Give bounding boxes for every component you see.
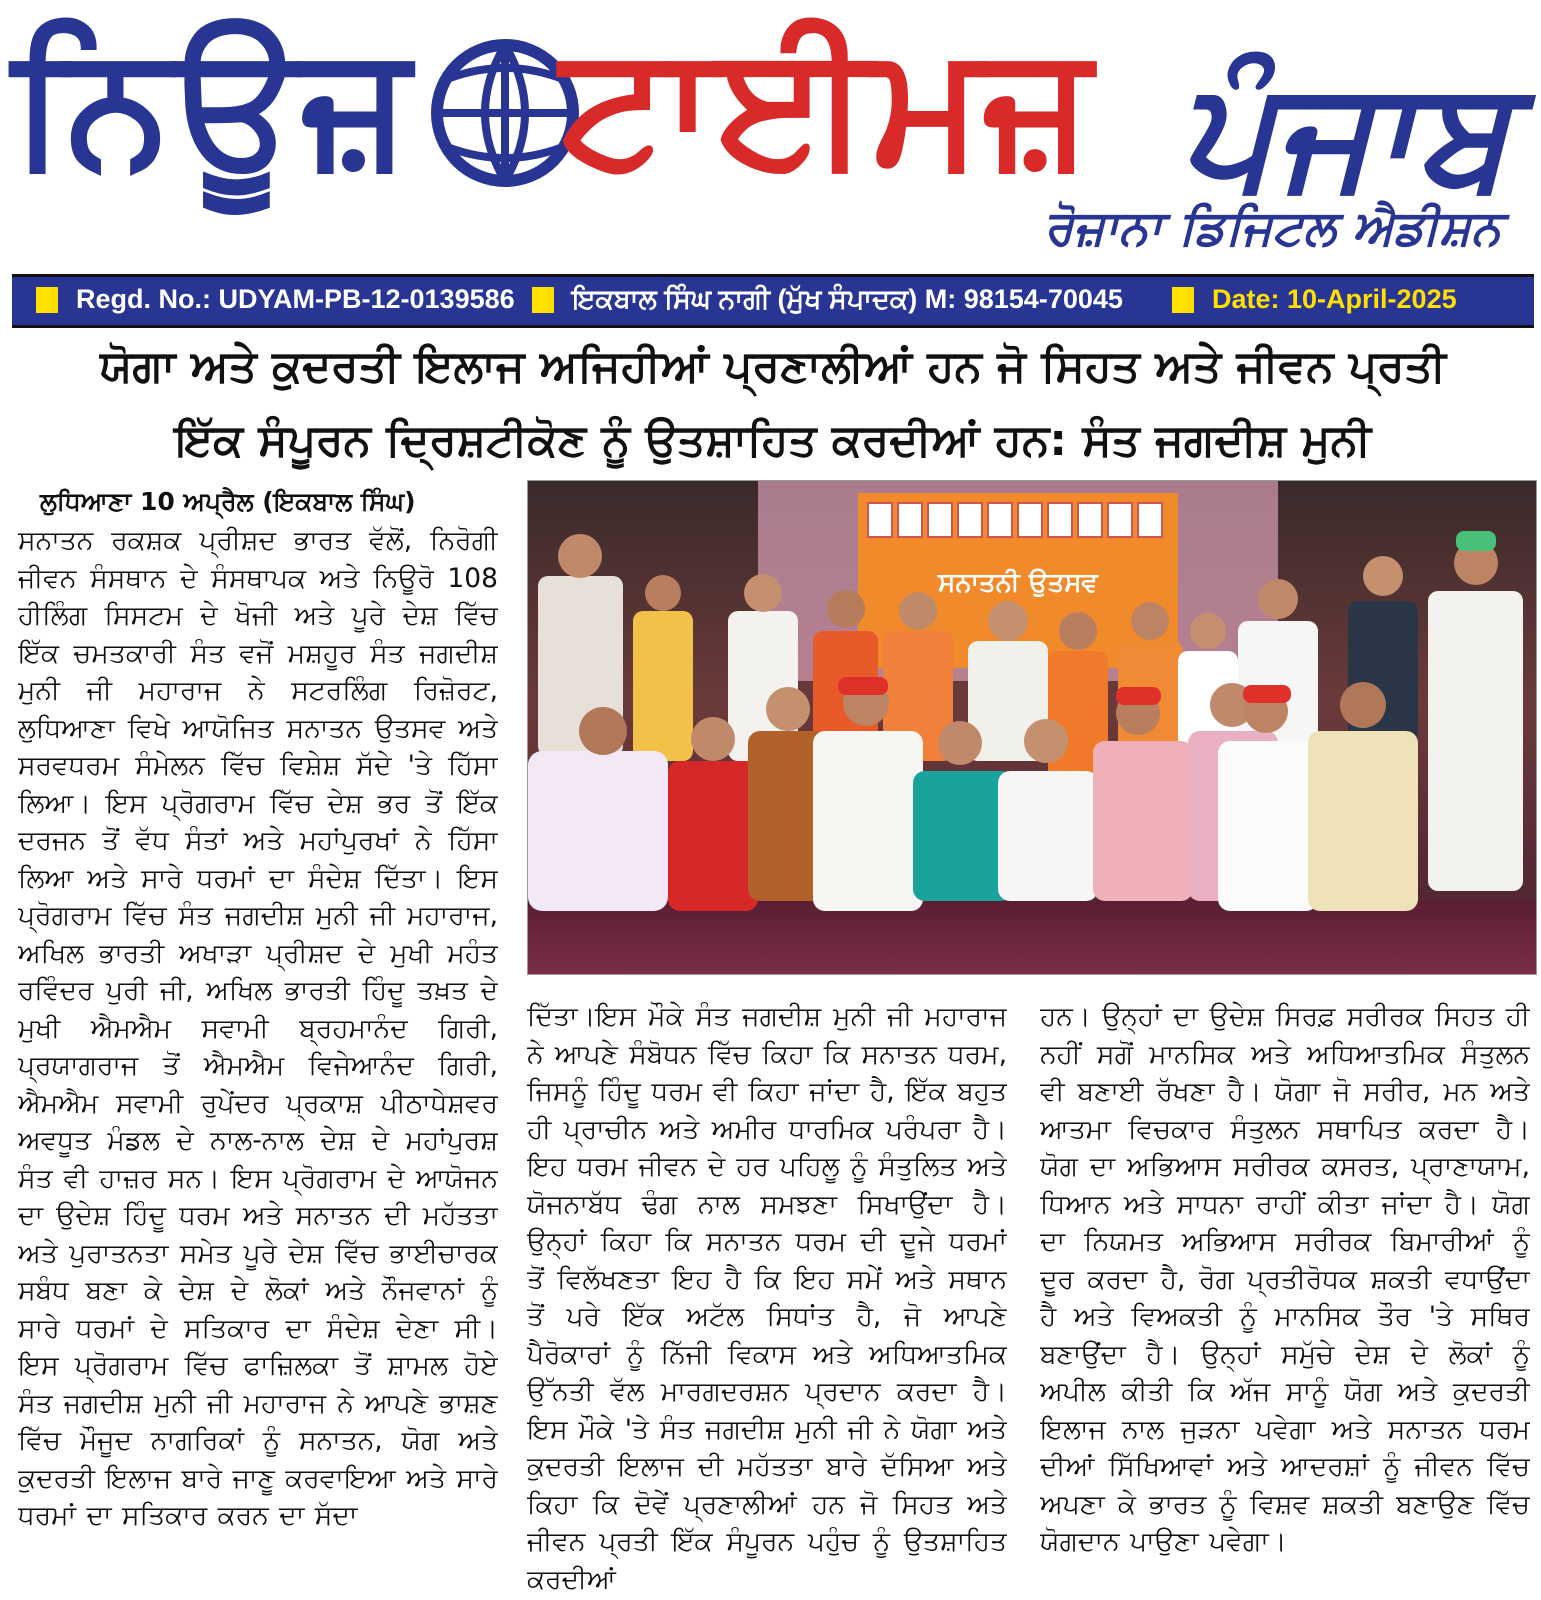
article-column-2: ਦਿੱਤਾ।ਇਸ ਮੌਕੇ ਸੰਤ ਜਗਦੀਸ਼ ਮੁਨੀ ਜੀ ਮਹਾਰਾਜ ਨੇ ਆਪਣੇ ਸੰਬੋਧਨ ਵਿੱਚ ਕਿਹਾ ਕਿ ਸਨਾਤਨ ਧਰਮ, ਜਿਸਨੂੰ ਹਿੰਦੂ ਧਰਮ ਵੀ ਕਿਹਾ ਜਾਂਦਾ ਹੈ, ਇੱਕ ਬਹੁਤ ਹੀ ਪ੍ਰਾਚੀਨ ਅਤੇ ਅਮੀਰ ਧਾਰਮਿਕ ਪਰੰਪਰਾ ਹੈ। ਇਹ ਧਰਮ ਜੀਵਨ ਦੇ ਹਰ ਪਹਿਲੂ ਨੂੰ ਸੰਤੁਲਿਤ ਅਤੇ ਯੋਜਨਾਬੱਧ ਢੰਗ ਨਾਲ ਸਮਝਣਾ ਸਿਖਾਉਂਦਾ ਹੈ। ਉਨ੍ਹਾਂ ਕਿਹਾ ਕਿ ਸਨਾਤਨ ਧਰਮ ਦੀ ਦੂਜੇ ਧਰਮਾਂ ਤੋਂ ਵਿਲੱਖਣਤਾ ਇਹ ਹੈ ਕਿ ਇਹ ਸਮੇਂ ਅਤੇ ਸਥਾਨ ਤੋਂ ਪਰੇ ਇੱਕ ਅਟੱਲ ਸਿਧਾਂਤ ਹੈ, ਜੋ ਆਪਣੇ ਪੈਰੋਕਾਰਾਂ ਨੂੰ ਨਿੱਜੀ ਵਿਕਾਸ ਅਤੇ ਅਧਿਆਤਮਿਕ ਉੱਨਤੀ ਵੱਲ ਮਾਰਗਦਰਸ਼ਨ ਪ੍ਰਦਾਨ ਕਰਦਾ ਹੈ। ਇਸ ਮੌਕੇ 'ਤੇ ਸੰਤ ਜਗਦੀਸ਼ ਮੁਨੀ ਜੀ ਨੇ ਯੋਗਾ ਅਤੇ ਕੁਦਰਤੀ ਇਲਾਜ ਦੀ ਮਹੱਤਤਾ ਬਾਰੇ ਦੱਸਿਆ ਅਤੇ ਕਿਹਾ ਕਿ ਦੋਵੇਂ ਪ੍ਰਣਾਲੀਆਂ ਹਨ ਜੋ ਸਿਹਤ ਅਤੇ ਜੀਵਨ ਪ੍ਰਤੀ ਇੱਕ ਸੰਪੂਰਨ ਪਹੁੰਚ ਨੂੰ ਉਤਸ਼ਾਹਿਤ ਕਰਦੀਆਂ	[527, 1001, 1007, 1595]
issue-date: Date: 10-April-2025	[1212, 284, 1457, 314]
group-photo-image	[528, 481, 1536, 974]
registration-number: Regd. No.: UDYAM-PB-12-0139586	[76, 284, 515, 314]
bullet-square-icon	[532, 287, 554, 313]
headline-line-2: ਇੱਕ ਸੰਪੂਰਨ ਦ੍ਰਿਸ਼ਟੀਕੋਣ ਨੂੰ ਉਤਸ਼ਾਹਿਤ ਕਰਦੀਆਂ ਹਨ: ਸੰਤ ਜਗਦੀਸ਼ ਮੁਨੀ	[174, 415, 1372, 466]
headline-line-1: ਯੋਗਾ ਅਤੇ ਕੁਦਰਤੀ ਇਲਾਜ ਅਜਿਹੀਆਂ ਪ੍ਰਣਾਲੀਆਂ ਹਨ ਜੋ ਸਿਹਤ ਅਤੇ ਜੀਵਨ ਪ੍ਰਤੀ	[100, 341, 1446, 392]
masthead-name-part2: ਟਾਈਮਜ਼	[560, 7, 1092, 203]
masthead	[0, 0, 1541, 270]
dateline: ਲੁਧਿਆਣਾ 10 ਅਪ੍ਰੈਲ (ਇਕਬਾਲ ਸਿੰਘ)	[40, 487, 416, 516]
edition-label: ਰੋਜ਼ਾਨਾ ਡਿਜਿਟਲ ਐਡੀਸ਼ਨ	[1043, 200, 1501, 256]
article-column-3: ਹਨ। ਉਨ੍ਹਾਂ ਦਾ ਉਦੇਸ਼ ਸਿਰਫ਼ ਸਰੀਰਕ ਸਿਹਤ ਹੀ ਨਹੀਂ ਸਗੋਂ ਮਾਨਸਿਕ ਅਤੇ ਅਧਿਆਤਮਿਕ ਸੰਤੁਲਨ ਵੀ ਬਣਾਈ ਰੱਖਣਾ ਹੈ। ਯੋਗਾ ਜੋ ਸਰੀਰ, ਮਨ ਅਤੇ ਆਤਮਾ ਵਿਚਕਾਰ ਸੰਤੁਲਨ ਸਥਾਪਿਤ ਕਰਦਾ ਹੈ। ਯੋਗ ਦਾ ਅਭਿਆਸ ਸਰੀਰਕ ਕਸਰਤ, ਪ੍ਰਾਣਾਯਾਮ, ਧਿਆਨ ਅਤੇ ਸਾਧਨਾ ਰਾਹੀਂ ਕੀਤਾ ਜਾਂਦਾ ਹੈ। ਯੋਗ ਦਾ ਨਿਯਮਤ ਅਭਿਆਸ ਸਰੀਰਕ ਬਿਮਾਰੀਆਂ ਨੂੰ ਦੂਰ ਕਰਦਾ ਹੈ, ਰੋਗ ਪ੍ਰਤੀਰੋਧਕ ਸ਼ਕਤੀ ਵਧਾਉਂਦਾ ਹੈ ਅਤੇ ਵਿਅਕਤੀ ਨੂੰ ਮਾਨਸਿਕ ਤੌਰ 'ਤੇ ਸਥਿਰ ਬਣਾਉਂਦਾ ਹੈ। ਉਨ੍ਹਾਂ ਸਮੁੱਚੇ ਦੇਸ਼ ਦੇ ਲੋਕਾਂ ਨੂੰ ਅਪੀਲ ਕੀਤੀ ਕਿ ਅੱਜ ਸਾਨੂੰ ਯੋਗ ਅਤੇ ਕੁਦਰਤੀ ਇਲਾਜ ਨਾਲ ਜੁੜਨਾ ਪਵੇਗਾ ਅਤੇ ਸਨਾਤਨ ਧਰਮ ਦੀਆਂ ਸਿੱਖਿਆਵਾਂ ਅਤੇ ਆਦਰਸ਼ਾਂ ਨੂੰ ਜੀਵਨ ਵਿੱਚ ਅਪਣਾ ਕੇ ਭਾਰਤ ਨੂੰ ਵਿਸ਼ਵ ਸ਼ਕਤੀ ਬਣਾਉਣ ਵਿੱਚ ਯੋਗਦਾਨ ਪਾਉਣਾ ਪਵੇਗਾ।	[1040, 1001, 1530, 1557]
bullet-square-icon	[1172, 287, 1194, 313]
date-info	[1172, 284, 1457, 315]
editor-info	[532, 284, 1123, 316]
info-bar	[12, 274, 1534, 328]
event-photo	[527, 480, 1537, 975]
masthead-name-part3: ਪੰਜਾਬ	[1177, 48, 1509, 222]
globe-icon	[430, 18, 580, 208]
registration-info	[36, 284, 515, 315]
editor-contact: ਇਕਬਾਲ ਸਿੰਘ ਨਾਗੀ (ਮੁੱਖ ਸੰਪਾਦਕ) M: 98154-70045	[572, 284, 1123, 314]
article-column-1: ਸਨਾਤਨ ਰਕਸ਼ਕ ਪ੍ਰੀਸ਼ਦ ਭਾਰਤ ਵੱਲੋਂ, ਨਿਰੋਗੀ ਜੀਵਨ ਸੰਸਥਾਨ ਦੇ ਸੰਸਥਾਪਕ ਅਤੇ ਨਿਊਰੋ 108 ਹੀਲਿੰਗ ਸਿਸਟਮ ਦੇ ਖੋਜੀ ਅਤੇ ਪੂਰੇ ਦੇਸ਼ ਵਿੱਚ ਇੱਕ ਚਮਤਕਾਰੀ ਸੰਤ ਵਜੋਂ ਮਸ਼ਹੂਰ ਸੰਤ ਜਗਦੀਸ਼ ਮੁਨੀ ਜੀ ਮਹਾਰਾਜ ਨੇ ਸਟਰਲਿੰਗ ਰਿਜ਼ੋਰਟ, ਲੁਧਿਆਣਾ ਵਿਖੇ ਆਯੋਜਿਤ ਸਨਾਤਨ ਉਤਸਵ ਅਤੇ ਸਰਵਧਰਮ ਸੰਮੇਲਨ ਵਿੱਚ ਵਿਸ਼ੇਸ਼ ਸੱਦੇ 'ਤੇ ਹਿੱਸਾ ਲਿਆ। ਇਸ ਪ੍ਰੋਗਰਾਮ ਵਿੱਚ ਦੇਸ਼ ਭਰ ਤੋਂ ਇੱਕ ਦਰਜਨ ਤੋਂ ਵੱਧ ਸੰਤਾਂ ਅਤੇ ਮਹਾਂਪੁਰਖਾਂ ਨੇ ਹਿੱਸਾ ਲਿਆ ਅਤੇ ਸਾਰੇ ਧਰਮਾਂ ਦਾ ਸੰਦੇਸ਼ ਦਿੱਤਾ। ਇਸ ਪ੍ਰੋਗਰਾਮ ਵਿੱਚ ਸੰਤ ਜਗਦੀਸ਼ ਮੁਨੀ ਜੀ ਮਹਾਰਾਜ, ਅਖਿਲ ਭਾਰਤੀ ਅਖਾੜਾ ਪ੍ਰੀਸ਼ਦ ਦੇ ਮੁਖੀ ਮਹੰਤ ਰਵਿੰਦਰ ਪੁਰੀ ਜੀ, ਅਖਿਲ ਭਾਰਤੀ ਹਿੰਦੂ ਤਖ਼ਤ ਦੇ ਮੁਖੀ ਐਮਐਮ ਸਵਾਮੀ ਬ੍ਰਹਮਾਨੰਦ ਗਿਰੀ, ਪ੍ਰਯਾਗਰਾਜ ਤੋਂ ਐਮਐਮ ਵਿਜੇਆਨੰਦ ਗਿਰੀ, ਐਮਐਮ ਸਵਾਮੀ ਰੁਪੇਂਦਰ ਪ੍ਰਕਾਸ਼ ਪੀਠਾਧੇਸ਼ਵਰ ਅਵਧੂਤ ਮੰਡਲ ਦੇ ਨਾਲ-ਨਾਲ ਦੇਸ਼ ਦੇ ਮਹਾਂਪੁਰਸ਼ ਸੰਤ ਵੀ ਹਾਜ਼ਰ ਸਨ। ਇਸ ਪ੍ਰੋਗਰਾਮ ਦੇ ਆਯੋਜਨ ਦਾ ਉਦੇਸ਼ ਹਿੰਦੂ ਧਰਮ ਅਤੇ ਸਨਾਤਨ ਦੀ ਮਹੱਤਤਾ ਅਤੇ ਪੁਰਾਤਨਤਾ ਸਮੇਤ ਪੂਰੇ ਦੇਸ਼ ਵਿੱਚ ਭਾਈਚਾਰਕ ਸਬੰਧ ਬਣਾ ਕੇ ਦੇਸ਼ ਦੇ ਲੋਕਾਂ ਅਤੇ ਨੌਜਵਾਨਾਂ ਨੂੰ ਸਾਰੇ ਧਰਮਾਂ ਦੇ ਸਤਿਕਾਰ ਦਾ ਸੰਦੇਸ਼ ਦੇਣਾ ਸੀ। ਇਸ ਪ੍ਰੋਗਰਾਮ ਵਿੱਚ ਫਾਜ਼ਿਲਕਾ ਤੋਂ ਸ਼ਾਮਲ ਹੋਏ ਸੰਤ ਜਗਦੀਸ਼ ਮੁਨੀ ਜੀ ਮਹਾਰਾਜ ਨੇ ਆਪਣੇ ਭਾਸ਼ਣ ਵਿੱਚ ਮੌਜੂਦ ਨਾਗਰਿਕਾਂ ਨੂੰ ਸਨਾਤਨ, ਯੋਗ ਅਤੇ ਕੁਦਰਤੀ ਇਲਾਜ ਬਾਰੇ ਜਾਣੂ ਕਰਵਾਇਆ ਅਤੇ ਸਾਰੇ ਧਰਮਾਂ ਦਾ ਸਤਿਕਾਰ ਕਰਨ ਦਾ ਸੱਦਾ	[18, 525, 498, 1531]
masthead-name-part1: ਨਿਊਜ਼	[12, 7, 415, 203]
bullet-square-icon	[36, 287, 58, 313]
banner-text: ਸਨਾਤਨੀ ਉਤਸਵ	[938, 568, 1098, 598]
